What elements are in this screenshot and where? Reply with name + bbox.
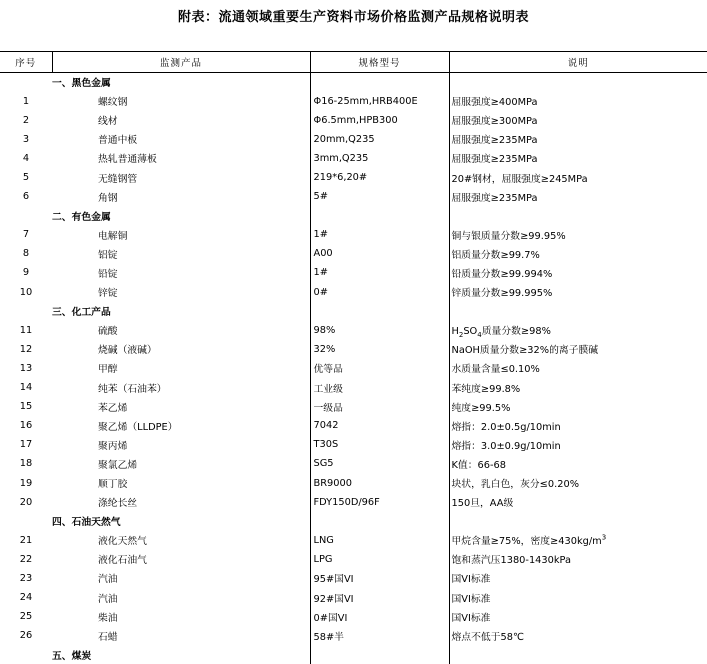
table-row: [0, 321, 707, 340]
row-index: [0, 206, 52, 225]
row-spec: 58#半: [310, 626, 449, 645]
row-spec: 优等品: [310, 359, 449, 378]
row-product: 汽油: [52, 588, 310, 607]
row-index: 15: [0, 397, 52, 416]
row-product: 聚丙烯: [52, 435, 310, 454]
row-index: 22: [0, 550, 52, 569]
row-index: 6: [0, 187, 52, 206]
header-spec: 规格型号: [310, 52, 449, 73]
row-description: 150旦，AA级: [449, 493, 707, 512]
row-product: 硫酸: [52, 321, 310, 340]
table-row: [0, 493, 707, 512]
description-part: 2: [459, 331, 463, 339]
row-index: 18: [0, 454, 52, 473]
table-row: [0, 416, 707, 435]
row-description: [449, 73, 707, 92]
category-row: [0, 73, 707, 92]
row-description: 国VI标准: [449, 607, 707, 626]
row-spec: Φ16-25mm,HRB400E: [310, 92, 449, 111]
table-row: [0, 607, 707, 626]
category-row: [0, 206, 707, 225]
table-row: [0, 531, 707, 550]
row-product: 铅锭: [52, 263, 310, 282]
row-description: 屈服强度≥300MPa: [449, 111, 707, 130]
row-description: 屈服强度≥235MPa: [449, 187, 707, 206]
row-spec: A00: [310, 244, 449, 263]
category-label: 四、石油天然气: [52, 512, 310, 531]
row-index: 11: [0, 321, 52, 340]
row-spec: 5#: [310, 187, 449, 206]
row-description: 20#钢材，屈服强度≥245MPa: [449, 168, 707, 187]
row-spec: [310, 302, 449, 321]
row-description: 国VI标准: [449, 569, 707, 588]
category-row: [0, 512, 707, 531]
category-row: [0, 302, 707, 321]
row-spec: [310, 645, 449, 664]
row-index: 26: [0, 626, 52, 645]
row-description: 苯纯度≥99.8%: [449, 378, 707, 397]
row-description: K值：66-68: [449, 454, 707, 473]
row-description: 铝质量分数≥99.7%: [449, 244, 707, 263]
table-row: [0, 454, 707, 473]
row-description: [449, 206, 707, 225]
row-index: 14: [0, 378, 52, 397]
row-index: [0, 302, 52, 321]
row-spec: 219*6,20#: [310, 168, 449, 187]
row-description: 屈服强度≥235MPa: [449, 149, 707, 168]
row-index: 20: [0, 493, 52, 512]
row-product: 苯乙烯: [52, 397, 310, 416]
row-description: [449, 302, 707, 321]
row-product: 聚乙烯（LLDPE）: [52, 416, 310, 435]
table-row: [0, 359, 707, 378]
row-index: 21: [0, 531, 52, 550]
row-spec: SG5: [310, 454, 449, 473]
row-product: 顺丁胶: [52, 473, 310, 492]
row-product: 涤纶长丝: [52, 493, 310, 512]
table-row: [0, 550, 707, 569]
row-description: 熔指：3.0±0.9g/10min: [449, 435, 707, 454]
row-product: 电解铜: [52, 225, 310, 244]
row-spec: 0#国VI: [310, 607, 449, 626]
row-spec: [310, 512, 449, 531]
row-description: [449, 531, 707, 550]
row-index: 10: [0, 283, 52, 302]
row-product: 热轧普通薄板: [52, 149, 310, 168]
row-description: [449, 512, 707, 531]
row-index: 9: [0, 263, 52, 282]
table-row: [0, 340, 707, 359]
row-description: 锌质量分数≥99.995%: [449, 283, 707, 302]
row-spec: LPG: [310, 550, 449, 569]
row-description: 铜与银质量分数≥99.95%: [449, 225, 707, 244]
row-product: 汽油: [52, 569, 310, 588]
row-index: 7: [0, 225, 52, 244]
table-row: [0, 283, 707, 302]
table-row: [0, 92, 707, 111]
row-description: 屈服强度≥400MPa: [449, 92, 707, 111]
row-index: 16: [0, 416, 52, 435]
row-spec: Φ6.5mm,HPB300: [310, 111, 449, 130]
row-spec: 7042: [310, 416, 449, 435]
row-spec: BR9000: [310, 473, 449, 492]
table-row: [0, 130, 707, 149]
spec-table: [0, 51, 707, 664]
table-row: [0, 588, 707, 607]
row-product: 普通中板: [52, 130, 310, 149]
row-index: 12: [0, 340, 52, 359]
row-description: 铅质量分数≥99.994%: [449, 263, 707, 282]
row-spec: 98%: [310, 321, 449, 340]
row-product: 石蜡: [52, 626, 310, 645]
row-index: 24: [0, 588, 52, 607]
row-spec: LNG: [310, 531, 449, 550]
description-part: H: [452, 326, 459, 337]
row-index: [0, 645, 52, 664]
row-spec: 20mm,Q235: [310, 130, 449, 149]
row-product: 聚氯乙烯: [52, 454, 310, 473]
table-row: [0, 187, 707, 206]
row-spec: 95#国VI: [310, 569, 449, 588]
row-index: 23: [0, 569, 52, 588]
document-title: 附表：流通领域重要生产资料市场价格监测产品规格说明表: [0, 6, 707, 25]
row-spec: 工业级: [310, 378, 449, 397]
row-spec: T30S: [310, 435, 449, 454]
row-spec: [310, 73, 449, 92]
row-description: 块状，乳白色，灰分≤0.20%: [449, 473, 707, 492]
row-index: 2: [0, 111, 52, 130]
row-spec: 92#国VI: [310, 588, 449, 607]
row-description: NaOH质量分数≥32%的离子膜碱: [449, 340, 707, 359]
row-spec: 1#: [310, 225, 449, 244]
table-header: [0, 52, 707, 73]
row-description: 熔点不低于58℃: [449, 626, 707, 645]
description-part: 甲烷含量≥75%，密度≥430kg/m: [452, 536, 602, 547]
row-index: 25: [0, 607, 52, 626]
row-index: [0, 73, 52, 92]
row-spec: 0#: [310, 283, 449, 302]
table-row: [0, 397, 707, 416]
row-description: 熔指：2.0±0.5g/10min: [449, 416, 707, 435]
table-row: [0, 626, 707, 645]
row-product: 纯苯（石油苯）: [52, 378, 310, 397]
table-row: [0, 225, 707, 244]
category-row: [0, 645, 707, 664]
row-description: [449, 321, 707, 340]
row-product: 螺纹钢: [52, 92, 310, 111]
row-index: 17: [0, 435, 52, 454]
row-product: 铝锭: [52, 244, 310, 263]
table-row: [0, 111, 707, 130]
table-row: [0, 244, 707, 263]
category-label: 二、有色金属: [52, 206, 310, 225]
row-index: 13: [0, 359, 52, 378]
row-description: 饱和蒸汽压1380-1430kPa: [449, 550, 707, 569]
row-product: 角钢: [52, 187, 310, 206]
row-product: 柴油: [52, 607, 310, 626]
description-part: 3: [602, 534, 606, 542]
description-part: 4: [477, 331, 481, 339]
row-product: 甲醇: [52, 359, 310, 378]
row-spec: 1#: [310, 263, 449, 282]
row-description: 水质量含量≤0.10%: [449, 359, 707, 378]
row-index: 8: [0, 244, 52, 263]
row-spec: 3mm,Q235: [310, 149, 449, 168]
row-index: [0, 512, 52, 531]
row-spec: 一级品: [310, 397, 449, 416]
row-product: 锌锭: [52, 283, 310, 302]
table-row: [0, 378, 707, 397]
row-description: 屈服强度≥235MPa: [449, 130, 707, 149]
row-index: 1: [0, 92, 52, 111]
table-row: [0, 473, 707, 492]
table-row: [0, 569, 707, 588]
row-spec: FDY150D/96F: [310, 493, 449, 512]
header-product: 监测产品: [52, 52, 310, 73]
header-index: 序号: [0, 52, 52, 73]
table-row: [0, 263, 707, 282]
row-product: 线材: [52, 111, 310, 130]
row-product: 液化天然气: [52, 531, 310, 550]
table-row: [0, 435, 707, 454]
row-spec: 32%: [310, 340, 449, 359]
row-product: 液化石油气: [52, 550, 310, 569]
category-label: 一、黑色金属: [52, 73, 310, 92]
row-spec: [310, 206, 449, 225]
row-description: [449, 645, 707, 664]
table-row: [0, 168, 707, 187]
row-index: 3: [0, 130, 52, 149]
row-index: 4: [0, 149, 52, 168]
description-part: SO: [463, 326, 477, 337]
header-description: 说明: [449, 52, 707, 73]
row-index: 5: [0, 168, 52, 187]
row-product: 烧碱（液碱）: [52, 340, 310, 359]
table-row: [0, 149, 707, 168]
category-label: 五、煤炭: [52, 645, 310, 664]
row-description: 国VI标准: [449, 588, 707, 607]
row-description: 纯度≥99.5%: [449, 397, 707, 416]
description-part: 质量分数≥98%: [482, 326, 551, 337]
row-index: 19: [0, 473, 52, 492]
row-product: 无缝钢管: [52, 168, 310, 187]
category-label: 三、化工产品: [52, 302, 310, 321]
table-body: [0, 73, 707, 664]
